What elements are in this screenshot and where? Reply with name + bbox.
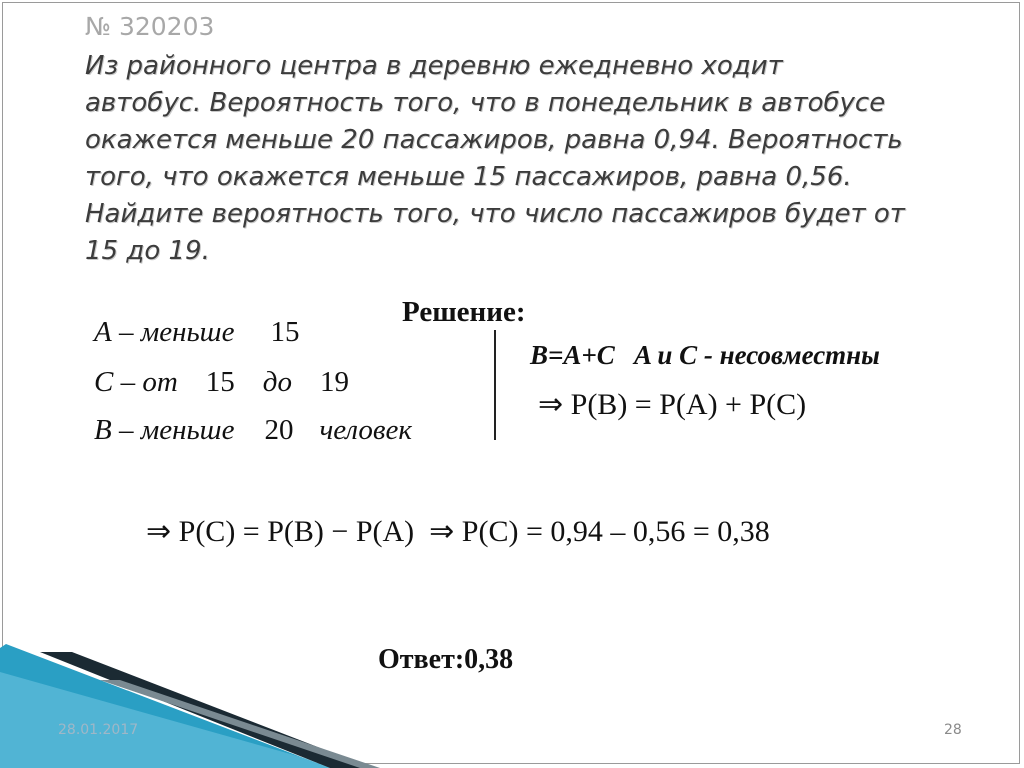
problem-line: 15 до 19. <box>85 236 210 266</box>
definition-dash: – <box>111 316 141 348</box>
definition-value: 20 <box>264 414 294 446</box>
definition-value: 19 <box>319 366 349 398</box>
definition-var: B <box>94 414 112 446</box>
definition-extra: человек <box>319 414 412 446</box>
definition-var: A <box>94 316 112 348</box>
problem-line: Найдите вероятность того, что число пассажиров будет от <box>85 199 905 229</box>
definition-text: от <box>142 366 178 398</box>
problem-number: № 320203 <box>85 12 215 41</box>
solution-heading: Решение: <box>402 296 526 328</box>
definition-value: 15 <box>205 366 235 398</box>
problem-line: автобус. Вероятность того, что в понедельник в автобусе <box>85 88 886 118</box>
answer-text: Ответ:0,38 <box>378 644 514 675</box>
definition-text: меньше <box>140 316 235 348</box>
definition-text: меньше <box>140 414 235 446</box>
formula-sum: ⇒ P(B) = P(A) + P(C) <box>538 388 807 421</box>
problem-line: того, что окажется меньше 15 пассажиров, равна 0,56. <box>85 162 852 192</box>
definition-extra: до <box>262 366 292 398</box>
definition-var: C <box>94 366 114 398</box>
slide-number: 28 <box>944 722 962 738</box>
definition-dash: – <box>113 366 143 398</box>
problem-line: окажется меньше 20 пассажиров, равна 0,94. Вероятность <box>85 125 903 155</box>
formula-result: ⇒ P(C) = P(B) − P(A) ⇒ P(C) = 0,94 – 0,56 = 0,38 <box>146 515 770 548</box>
problem-line: Из районного центра в деревню ежедневно ходит <box>85 51 783 81</box>
definition-dash: – <box>111 414 141 446</box>
event-relation: B=A+C A и C - несовместны <box>530 340 880 370</box>
definition-value: 15 <box>270 316 300 348</box>
slide-date: 28.01.2017 <box>58 722 139 738</box>
